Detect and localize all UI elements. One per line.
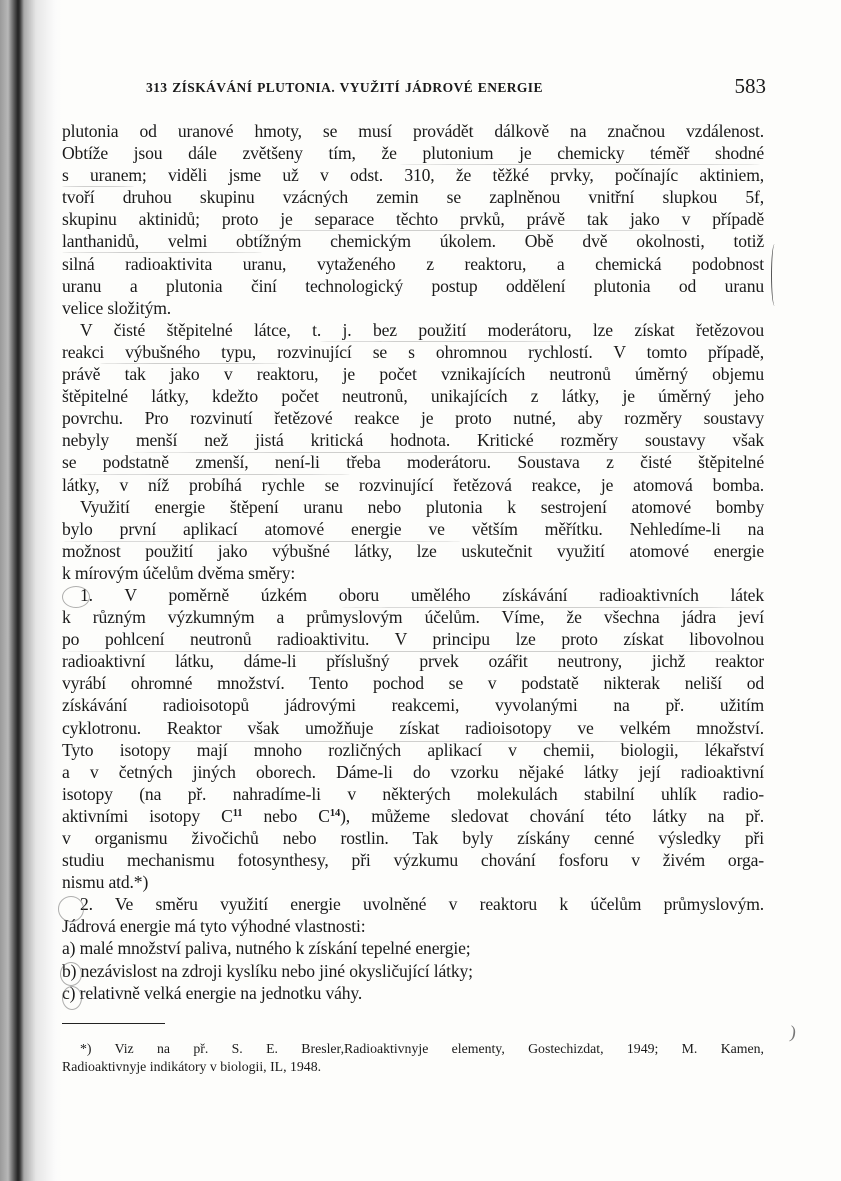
pencil-circle-mark xyxy=(62,586,90,608)
pencil-underline xyxy=(62,186,134,187)
text-line: Jádrová energie má tyto výhodné vlastnosti: xyxy=(62,916,366,937)
text-line: Tyto isotopy mají mnoho rozličných aplikací v chemii, biologii, lékařství xyxy=(62,739,764,760)
text-line: velice složitým. xyxy=(62,297,171,318)
text-line: bylo první aplikací atomové energie ve větším měřítku. Nehledíme-li na xyxy=(62,518,764,539)
pencil-underline xyxy=(320,341,560,342)
text-line: cyklotronu. Reaktor však umožňuje získat radioisotopy ve velkém množství. xyxy=(62,717,764,738)
pencil-underline xyxy=(62,252,262,253)
pencil-underline xyxy=(80,474,350,475)
text-line: nismu atd.*) xyxy=(62,872,149,893)
list-item-2-start: 2. Ve směru využití energie uvolněné v reaktoru k účelům průmyslovým. xyxy=(80,894,764,915)
text-line: k různým výzkumným a průmyslovým účelům. Víme, že všechna jádra jeví xyxy=(62,607,764,628)
pencil-circle-mark xyxy=(62,986,82,1010)
text-line: radioaktivní látku, dáme-li příslušný prvek ozářit neutrony, jichž reaktor xyxy=(62,651,764,672)
text-line: studiu mechanismu fotosynthesy, při výzkumu chování fosforu v živém orga- xyxy=(62,850,764,871)
text-line: k mírovým účelům dvěma směry: xyxy=(62,562,296,583)
pencil-underline xyxy=(340,607,760,608)
text-line: štěpitelné látky, kdežto počet neutronů, unikajících z látky, je úměrný jeho xyxy=(62,386,764,407)
text-line: isotopy (na př. nahradíme-li v některých molekulách stabilní uhlík radio- xyxy=(62,783,764,804)
page-header xyxy=(146,74,766,102)
text-line: nebyly menší než jistá kritická hodnota. Kritické rozměry soustavy však xyxy=(62,430,764,451)
pencil-underline xyxy=(62,651,762,652)
footnote-line: Radioaktivnyje indikátory v biologii, IL, 1948. xyxy=(62,1059,322,1074)
pencil-underline xyxy=(140,741,760,742)
text-line: lanthanidů, velmi obtížným chemickým úkolem. Obě dvě okolnosti, totiž xyxy=(62,231,764,252)
text-line: se podstatně zmenší, není-li třeba moderátoru. Soustava z čisté štěpitelné xyxy=(62,452,764,473)
pencil-underline xyxy=(100,363,280,364)
text-line: skupinu aktinidů; proto je separace těchto prvků, právě tak jako v případě xyxy=(62,209,764,230)
footnote-line: *) Viz na př. S. E. Bresler,Radioaktivnyje elementy, Gostechizdat, 1949; M. Kamen, xyxy=(80,1041,764,1056)
text-line: a v četných jiných oborech. Dáme-li do vzorku nějaké látky její radioaktivní xyxy=(62,761,764,782)
superscript-14: 14 xyxy=(329,807,341,819)
text-line: povrchu. Pro rozvinutí řetězové reakce je proto nutné, aby rozměry soustavy xyxy=(62,408,764,429)
margin-paren-mark: ) xyxy=(788,1021,798,1043)
text-line: Obtíže jsou dále zvětšeny tím, že plutonium je chemicky téměř shodné xyxy=(62,143,764,164)
text-fragment: nebo C xyxy=(242,805,330,826)
footnote-divider xyxy=(62,1023,165,1024)
text-line: tvoří druhou skupinu vzácných zemin se zaplněnou vnitřní slupkou 5f, xyxy=(62,187,764,208)
text-line: reakci výbušného typu, rozvinující se s ohromnou rychlostí. V tomto případě, xyxy=(62,341,764,362)
superscript-11: 11 xyxy=(232,807,243,819)
paragraph-start: Využití energie štěpení uranu nebo plutonia k sestrojení atomové bomby xyxy=(80,496,764,517)
pencil-underline xyxy=(62,541,462,542)
pencil-circle-mark xyxy=(58,896,84,922)
pencil-underline xyxy=(400,164,760,165)
footnote xyxy=(62,1040,764,1076)
pencil-circle-mark xyxy=(60,962,82,986)
text-line: právě tak jako v reaktoru, je počet vznikajících neutronů úměrný objemu xyxy=(62,364,764,385)
sub-item-a: a) malé množství paliva, nutného k získání tepelné energie; xyxy=(62,938,471,959)
list-item-1-start: 1. V poměrně úzkém oboru umělého získávání radioaktivních látek xyxy=(80,584,764,605)
text-line: získávání radioisotopů jádrovými reakcemi, vyvolanými na př. užitím xyxy=(62,695,764,716)
book-spine-shadow xyxy=(0,0,62,1181)
sub-item-c: c) relativně velká energie na jednotku váhy. xyxy=(62,982,363,1003)
text-line: uranu a plutonia činí technologický postup oddělení plutonia od uranu xyxy=(62,275,764,296)
pencil-underline xyxy=(130,452,710,453)
text-line: látky, v níž probíhá rychle se rozvinující řetězová reakce, je atomová bomba. xyxy=(62,474,764,495)
paragraph-start: V čisté štěpitelné látce, t. j. bez použití moderátoru, lze získat řetězovou xyxy=(80,319,764,340)
page-number: 583 xyxy=(734,74,766,98)
text-line: možnost použití jako výbušné látky, lze uskutečnit využití atomové energie xyxy=(62,540,764,561)
text-line-isotopes xyxy=(62,805,764,827)
text-fragment: ), můžeme sledovat chování této látky na př. xyxy=(340,805,764,826)
text-line: vyrábí ohromné množství. Tento pochod se v podstatě nikterak neliší od xyxy=(62,673,764,694)
sub-item-b: b) nezávislost na zdroji kyslíku nebo jiné okysličující látky; xyxy=(62,960,473,981)
text-line: silná radioaktivita uranu, vytaženého z reaktoru, a chemická podobnost xyxy=(62,253,764,274)
text-line: po pohlcení neutronů radioaktivitu. V principu lze proto získat libovolnou xyxy=(62,629,764,650)
text-fragment: aktivními isotopy C xyxy=(62,805,233,826)
text-line: s uranem; viděli jsme už v odst. 310, že těžké prvky, počínajíc aktiniem, xyxy=(62,165,764,186)
text-line: v organismu živočichů nebo rostlin. Tak byly získány cenné výsledky při xyxy=(62,828,764,848)
running-title: 313 ZÍSKÁVÁNÍ PLUTONIA. VYUŽITÍ JÁDROVÉ ENERGIE xyxy=(146,80,543,95)
text-line: plutonia od uranové hmoty, se musí provádět dálkově na značnou vzdálenost. xyxy=(62,121,764,141)
pencil-underline xyxy=(245,230,695,231)
margin-bracket-mark xyxy=(771,244,780,306)
